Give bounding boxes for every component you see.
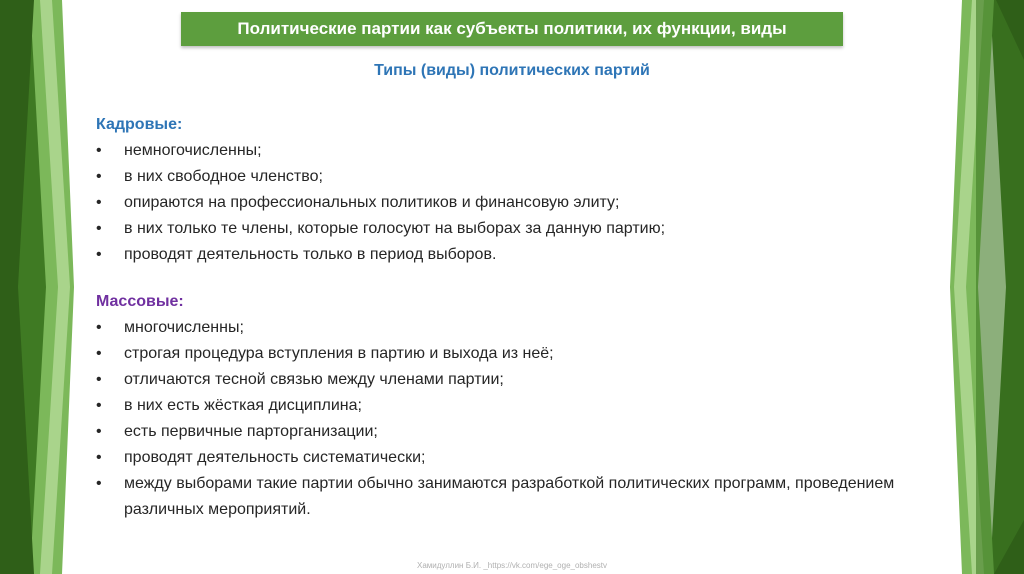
- right-decoration: [934, 0, 1024, 574]
- list-item: [96, 419, 896, 445]
- list-item: [96, 190, 896, 216]
- bullet: •: [96, 345, 102, 362]
- list-item-text: строгая процедура вступления в партию и выхода из неё;: [124, 345, 554, 362]
- cadre-heading: Кадровые:: [96, 116, 183, 133]
- list-item: [96, 445, 896, 471]
- list-item-text: в них свободное членство;: [124, 168, 323, 185]
- bullet: •: [96, 220, 102, 237]
- list-item: [96, 367, 896, 393]
- slide-subtitle: Типы (виды) политических партий: [374, 62, 650, 79]
- mass-heading: Массовые:: [96, 293, 184, 310]
- footer-credit: Хамидуллин Б.И. _https://vk.com/ege_oge_obshestv: [417, 561, 607, 570]
- slide-title-text: Политические партии как субъекты политики, их функции, виды: [237, 19, 787, 38]
- list-item-text: проводят деятельность систематически;: [124, 449, 426, 466]
- bullet: •: [96, 246, 102, 263]
- list-item-text: опираются на профессиональных политиков и финансовую элиту;: [124, 194, 620, 211]
- bullet: •: [96, 142, 102, 159]
- list-item: [96, 242, 896, 268]
- list-item-text: между выборами такие партии обычно занимаются разработкой политических программ, проведением различных мероприятий.: [124, 475, 895, 518]
- list-item: [96, 341, 896, 367]
- bullet: •: [96, 371, 102, 388]
- list-item-text: есть первичные парторганизации;: [124, 423, 378, 440]
- list-item: [96, 164, 896, 190]
- list-item: [96, 315, 896, 341]
- left-decoration: [0, 0, 90, 574]
- bullet: •: [96, 319, 102, 336]
- list-item-text: в них только те члены, которые голосуют на выборах за данную партию;: [124, 220, 666, 237]
- list-item: [96, 138, 896, 164]
- bullet: •: [96, 449, 102, 466]
- list-item-text: отличаются тесной связью между членами партии;: [124, 371, 504, 388]
- list-item: [96, 471, 896, 523]
- bullet: •: [96, 168, 102, 185]
- list-item-text: проводят деятельность только в период выборов.: [124, 246, 497, 263]
- mass-list: [96, 315, 896, 523]
- slide-title: [181, 12, 843, 46]
- list-item: [96, 216, 896, 242]
- bullet: •: [96, 397, 102, 414]
- list-item-text: немногочисленны;: [124, 142, 262, 159]
- bullet: •: [96, 475, 102, 492]
- cadre-list: [96, 138, 896, 268]
- bullet: •: [96, 423, 102, 440]
- list-item: [96, 393, 896, 419]
- bullet: •: [96, 194, 102, 211]
- list-item-text: в них есть жёсткая дисциплина;: [124, 397, 362, 414]
- list-item-text: многочисленны;: [124, 319, 244, 336]
